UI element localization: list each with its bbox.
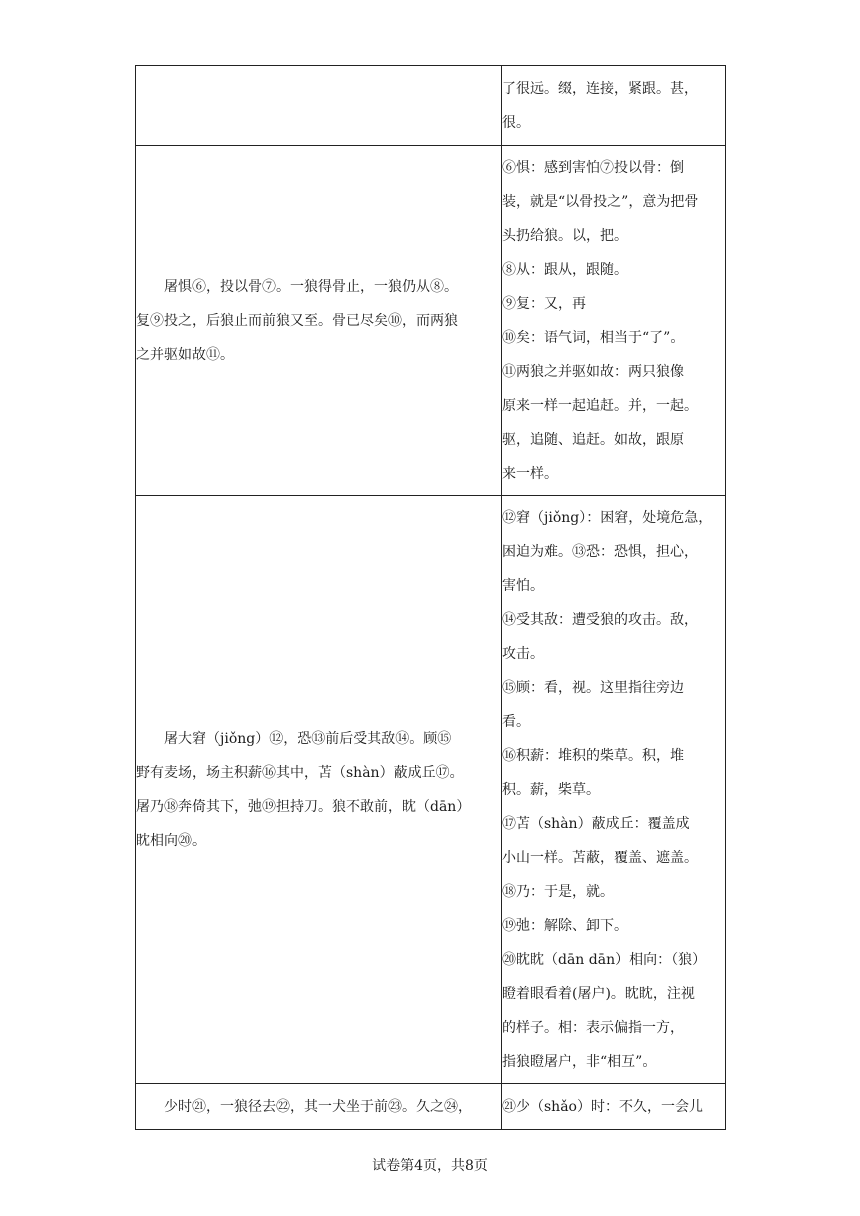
table-row [136,146,726,496]
text-line: 少时㉑，一狼径去㉒，其一犬坐于前㉓。久之㉔， [164,1099,472,1115]
text-line: 之并驱如故⑪。 [136,346,234,363]
notes-cell [502,496,726,1084]
note-line: ⑫窘（jiǒng）：困窘，处境危急， [502,510,713,526]
table-row [136,66,726,146]
notes-cell [502,66,726,146]
note-line: 害怕。 [502,578,544,594]
notes-cell [502,146,726,496]
note-line: 装，就是“以骨投之”，意为把骨 [502,194,699,210]
annotation-table [135,65,726,1130]
note-line: 了很远。缀，连接，紧跟。甚， [502,81,698,97]
text-line: 屠大窘（jiǒng）⑫，恐⑬前后受其敌⑭。顾⑮ [164,730,452,747]
original-text-cell [136,1084,502,1130]
note-line: ⑨复：又，再 [502,296,586,312]
page-footer: 试卷第4页，共8页 [372,1158,488,1174]
note-line: 攻击。 [502,646,544,662]
note-line: ⑪两狼之并驱如故：两只狼像 [502,364,684,380]
original-text [136,722,501,858]
note-line: 头扔给狼。以，把。 [502,228,628,244]
note-line: ⑰苫（shàn）蔽成丘：覆盖成 [502,816,690,832]
note-line: ⑭受其敌：遭受狼的攻击。敌， [502,612,698,628]
original-text [136,1084,501,1124]
original-text-cell [136,66,502,146]
text-line: 屠惧⑥，投以骨⑦。一狼得骨止，一狼仍从⑧。 [164,278,458,295]
note-line: 看。 [502,714,530,730]
original-text [136,270,501,372]
note-line: 困迫为难。⑬恐：恐惧，担心， [502,544,698,560]
note-line: 来一样。 [502,466,558,482]
text-line: 复⑨投之，后狼止而前狼又至。骨已尽矣⑩，而两狼 [136,312,458,329]
note-line: ㉑少（shǎo）时：不久，一会儿 [502,1099,703,1115]
original-text-cell [136,496,502,1084]
note-line: ⑳眈眈（dān dān）相向：（狼） [502,952,707,968]
note-line: 驱，追随、追赶。如故，跟原 [502,432,684,448]
note-line: 小山一样。苫蔽，覆盖、遮盖。 [502,850,698,866]
note-line: 很。 [502,115,530,131]
note-line: 积。薪，柴草。 [502,782,600,798]
text-line: 野有麦场，场主积薪⑯其中，苫（shàn）蔽成丘⑰。 [136,764,464,781]
note-line: 的样子。相：表示偏指一方， [502,1020,684,1036]
original-text-cell [136,146,502,496]
text-line: 眈相向⑳。 [136,832,206,849]
table-row [136,1084,726,1130]
note-line: ⑱乃：于是，就。 [502,884,614,900]
note-line: ⑲弛：解除、卸下。 [502,918,628,934]
note-line: ⑯积薪：堆积的柴草。积，堆 [502,748,684,764]
note-line: 指狼瞪屠户，非“相互”。 [502,1054,657,1070]
note-line: ⑩矣：语气词，相当于“了”。 [502,330,685,346]
note-line: ⑧从：跟从，跟随。 [502,262,628,278]
table-row [136,496,726,1084]
note-line: ⑥惧：感到害怕⑦投以骨：倒 [502,160,684,176]
text-line: 屠乃⑱奔倚其下，弛⑲担持刀。狼不敢前，眈（dān） [136,798,471,815]
note-line: 原来一样一起追赶。并，一起。 [502,398,698,414]
notes-cell [502,1084,726,1130]
note-line: 瞪着眼看着(屠户)。眈眈，注视 [502,986,695,1002]
note-line: ⑮顾：看，视。这里指往旁边 [502,680,684,696]
